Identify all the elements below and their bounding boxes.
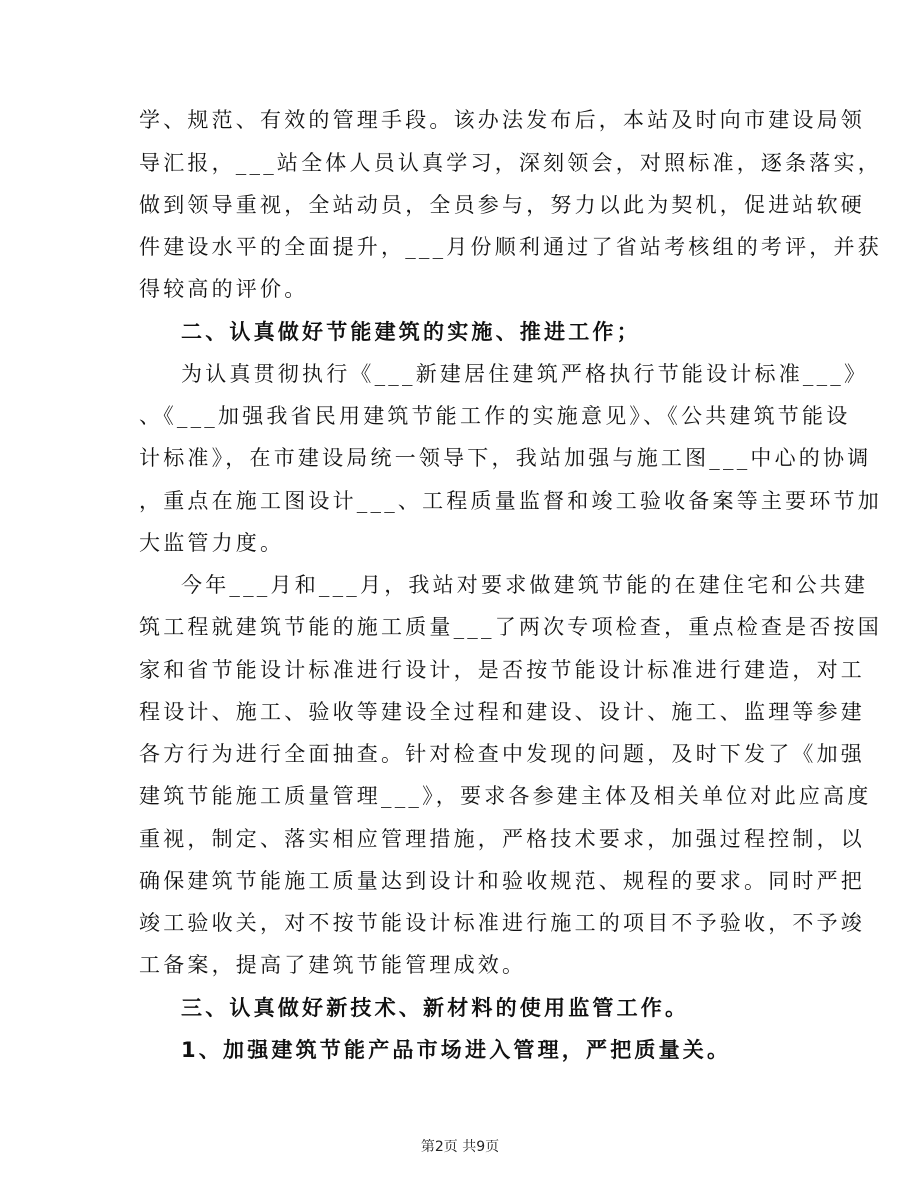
page-number: 第2页 共9页 bbox=[420, 1139, 500, 1155]
section-heading: 二、认真做好节能建筑的实施、推进工作； bbox=[181, 320, 641, 344]
text-line: 各方行为进行全面抽查。针对检查中发现的问题，及时下发了《加强 bbox=[139, 742, 865, 766]
text-line: 、《___加强我省民用建筑节能工作的实施意见》、《公共建筑节能设 bbox=[139, 404, 851, 428]
text-line: 建筑节能施工质量管理___》，要求各参建主体及相关单位对此应高度 bbox=[139, 784, 872, 808]
text-line: 今年___月和___月，我站对要求做建筑节能的在建住宅和公共建 bbox=[181, 573, 869, 597]
section-heading: 三、认真做好新技术、新材料的使用监管工作。 bbox=[181, 996, 690, 1020]
text-line: 重视，制定、落实相应管理措施，严格技术要求，加强过程控制，以 bbox=[139, 827, 865, 851]
text-line: 为认真贯彻执行《___新建居住建筑严格执行节能设计标准___》 bbox=[181, 362, 869, 386]
text-line: 大监管力度。 bbox=[139, 531, 285, 555]
text-line: ，重点在施工图设计___、工程质量监督和竣工验收备案等主要环节加 bbox=[139, 489, 882, 513]
text-line: 导汇报，___站全体人员认真学习，深刻领会，对照标准，逐条落实， bbox=[139, 151, 882, 175]
subsection-heading: 1、加强建筑节能产品市场进入管理，严把质量关。 bbox=[181, 1038, 732, 1062]
text-line: 做到领导重视，全站动员，全员参与，努力以此为契机，促进站软硬 bbox=[139, 193, 865, 217]
text-line: 家和省节能设计标准进行设计，是否按节能设计标准进行建造，对工 bbox=[139, 658, 865, 682]
text-line: 程设计、施工、验收等建设全过程和建设、设计、施工、监理等参建 bbox=[139, 700, 865, 724]
text-line: 工备案，提高了建筑节能管理成效。 bbox=[139, 953, 527, 977]
text-line: 筑工程就建筑节能的施工质量___了两次专项检查，重点检查是否按国 bbox=[139, 615, 882, 639]
text-line: 确保建筑节能施工质量达到设计和验收规范、规程的要求。同时严把 bbox=[139, 869, 865, 893]
text-line: 得较高的评价。 bbox=[139, 277, 309, 301]
text-line: 计标准》，在市建设局统一领导下，我站加强与施工图___中心的协调 bbox=[139, 446, 872, 470]
text-line: 学、规范、有效的管理手段。该办法发布后，本站及时向市建设局领 bbox=[139, 108, 865, 132]
text-line: 件建设水平的全面提升，___月份顺利通过了省站考核组的考评，并获 bbox=[139, 235, 882, 259]
text-line: 竣工验收关，对不按节能设计标准进行施工的项目不予验收，不予竣 bbox=[139, 911, 865, 935]
